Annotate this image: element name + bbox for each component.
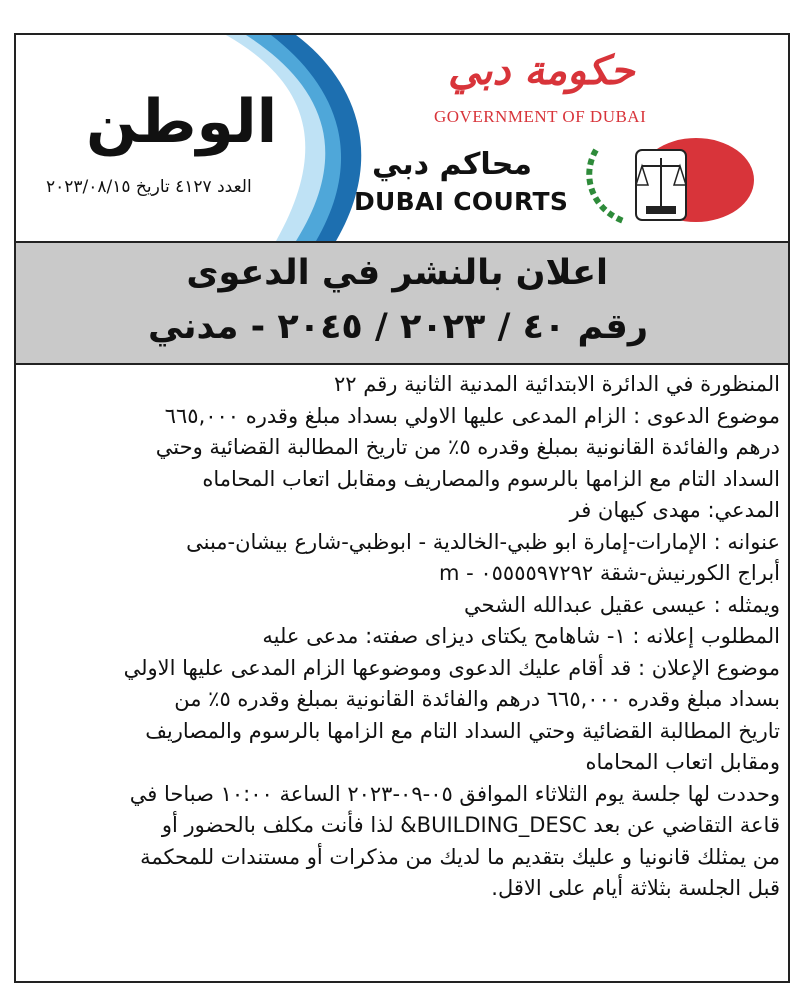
body-line: ويمثله : عيسى عقيل عبدالله الشحي [464, 592, 780, 617]
body-line: موضوع الإعلان : قد أقام عليك الدعوى وموضوعها الزام المدعى عليها الاولي [123, 655, 780, 680]
notice-body [24, 369, 780, 905]
header [16, 35, 788, 241]
body-line: المطلوب إعلانه : ١- شاهامح يكتاى ديزاى صفته: مدعى عليه [262, 624, 780, 648]
dubai-courts-emblem-icon [576, 130, 756, 230]
body-line: قاعة التقاضي عن بعد BUILDING_DESC& لذا فأنت مكلف بالحضور أو [161, 813, 780, 837]
body-line: قبل الجلسة بثلاثة أيام على الاقل. [491, 876, 780, 900]
body-line: المنظورة في الدائرة الابتدائية المدنية الثانية رقم ٢٢ [334, 372, 780, 396]
issue-line: العدد ٤١٢٧ تاريخ ٢٠٢٣/٠٨/١٥ [46, 177, 252, 197]
case-number: رقم ٤٠ / ٢٠٢٣ / ٢٠٤٥ - مدني [148, 307, 648, 347]
body-line: عنوانه : الإمارات-إمارة ابو ظبي-الخالدية - ابوظبي-شارع بيشان-مبنى [186, 529, 780, 554]
body-line: وحددت لها جلسة يوم الثلاثاء الموافق ٠٥-٠٩-٢٠٢٣ الساعة ١٠:٠٠ صباحا في [129, 781, 780, 806]
body-line: المدعي: مهدى كيهان فر [569, 498, 780, 522]
body-line: تاريخ المطالبة القضائية وحتي السداد التام مع الزامها بالرسوم والمصاريف [145, 718, 780, 743]
newspaper-logo: الوطن [86, 87, 278, 157]
body-line: السداد التام مع الزامها بالرسوم والمصاريف ومقابل اتعاب المحاماه [202, 466, 780, 491]
title-banner [16, 241, 788, 365]
body-line: درهم والفائدة القانونية بمبلغ وقدره ٥٪ من تاريخ المطالبة القضائية وحتي [155, 435, 780, 459]
notice-title: اعلان بالنشر في الدعوى [186, 253, 608, 293]
body-line: بسداد مبلغ وقدره ٦٦٥,٠٠٠ درهم والفائدة القانونية بمبلغ وقدره ٥٪ من [174, 687, 780, 711]
body-line: أبراج الكورنيش-شقة ٠٥٥٥٥٩٧٢٩٢ - m [438, 561, 780, 585]
government-logo-english: GOVERNMENT OF DUBAI [434, 107, 647, 126]
courts-name-arabic: محاكم دبي [372, 147, 532, 182]
notice-frame [14, 33, 790, 983]
body-line: ومقابل اتعاب المحاماه [585, 750, 780, 774]
body-line: من يمثلك قانونيا و عليك بتقديم ما لديك من مذكرات أو مستندات للمحكمة [140, 844, 780, 869]
government-logo-arabic: حكومة دبي [448, 47, 635, 94]
body-line: موضوع الدعوى : الزام المدعى عليها الاولي بسداد مبلغ وقدره ٦٦٥,٠٠٠ [164, 403, 780, 428]
courts-name-english: DUBAI COURTS [354, 187, 569, 216]
